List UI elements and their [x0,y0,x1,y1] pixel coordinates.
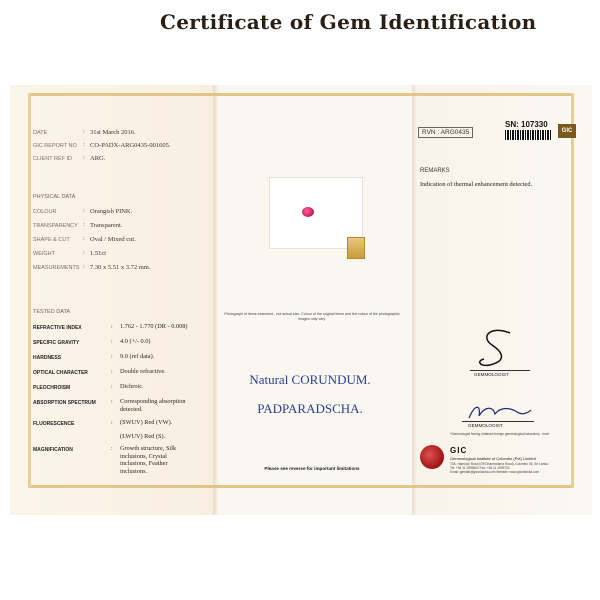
training-note: *Gemmologist having obtained foreign gemmological laboratory - level [450,432,550,436]
colon: : [83,129,85,135]
tested-value-fluorescence-lw: (LWUV) Red (S). [120,433,166,440]
reverse-note: Please see reverse for important limitations [264,466,360,471]
physical-value-weight: 1.51ct [90,250,107,257]
result-species: Natural CORUNDUM. [249,372,371,387]
tested-label-sg: SPECIFIC GRAVITY [33,340,80,346]
colon: : [111,399,113,405]
gem-photo [302,207,314,217]
colon: : [111,369,113,375]
physical-label-measurements: MEASUREMENTS [33,265,80,271]
gold-border-bottom [28,485,574,488]
detail-label-report: GIC REPORT NO [33,143,77,149]
colon: : [83,264,85,270]
detail-value-client: ARG. [90,155,106,162]
colon: : [83,236,85,242]
colon: : [111,420,113,426]
fold-line-right [412,85,418,515]
signature-line-1 [470,370,530,371]
tested-value-ri: 1.762 - 1.770 (DR - 0.008) [120,323,188,330]
colon: : [83,222,85,228]
colon: : [83,250,85,256]
tested-value-pleochroism: Dichroic. [120,383,144,390]
physical-data-heading: PHYSICAL DATA [33,194,76,200]
serial-number: SN: 107330 [505,120,548,129]
colon: : [111,384,113,390]
remarks-heading: REMARKS [420,168,450,174]
tested-label-ri: REFRACTIVE INDEX [33,325,82,331]
detail-label-client: CLIENT REF ID [33,156,73,162]
tested-label-fluorescence: FLUORESCENCE [33,421,75,427]
address-line-3: Email: gemlab@gicsrilanka.com Website: www.gicsrilanka.com [450,470,540,475]
fold-line-left [213,85,219,515]
colon: : [111,339,113,345]
rvn-box: RVN : ARG0435 [418,127,473,138]
physical-value-shape: Oval / Mixed cut. [90,236,136,243]
colon: : [111,446,113,452]
gic-logo: GIC [558,124,576,138]
address-line-2: Tel: +94 11 2599662 Fax: +94 11 2599732 [450,466,510,471]
tested-value-hardness: 9.0 (ref data). [120,353,155,360]
colon: : [111,324,113,330]
tested-data-heading: TESTED DATA [33,309,71,315]
gemmologist-label-2: GEMMOLOGIST [468,423,503,428]
tested-value-magnification: Growth structure, Silk inclusions, Crystal inclusions, Feather inclusions. [120,445,177,475]
photo-caption: Photograph of items examined - not actual size. Colour of the original items and the colour of the photographic images may vary. [224,312,400,321]
gold-border-left [28,93,31,488]
middle-panel [215,85,415,515]
tested-value-absorption: Corresponding absorption detected. [120,398,186,413]
tested-label-optical: OPTICAL CHARACTER [33,370,88,376]
gic-name: GIC [450,446,468,455]
gold-border-top [28,93,574,96]
address-line-1: 70A, Hamlock Road (Off Dharmarama Road), Colombo 06, Sri Lanka [450,462,548,466]
detail-value-date: 31st March 2016. [90,129,136,136]
colon: : [111,354,113,360]
tested-label-absorption: ABSORPTION SPECTRUM [33,400,96,406]
colon: : [83,142,85,148]
tested-label-pleochroism: PLEOCHROISM [33,385,71,391]
detail-value-report: CO-PADX-ARG0435-001605. [90,142,171,149]
colon: : [83,208,85,214]
physical-value-measurements: 7.30 x 5.51 x 3.72 mm. [90,264,151,271]
tested-value-fluorescence-sw: (SWUV) Red (VW). [120,419,173,426]
physical-label-colour: COLOUR [33,209,57,215]
barcode [505,130,551,140]
remarks-text: Indication of thermal enhancement detected. [420,181,533,188]
physical-label-transparency: TRANSPARENCY [33,223,78,229]
scale-reference [347,237,365,259]
tested-label-hardness: HARDNESS [33,355,62,361]
certificate-title: Certificate of Gem Identification [160,10,537,34]
colon: : [83,155,85,161]
physical-label-shape: SHAPE & CUT [33,237,70,243]
gemmologist-label-1: GEMMOLOGIST [474,372,509,377]
tested-label-magnification: MAGNIFICATION [33,447,73,453]
physical-value-colour: Orangish PINK. [90,208,133,215]
wax-seal [420,445,444,469]
tested-value-optical: Double refractive. [120,368,166,375]
signature-1 [470,325,530,370]
signature-line-2 [462,421,534,422]
physical-value-transparency: Transparent. [90,222,123,229]
result-variety: PADPARADSCHA. [257,401,363,416]
address [450,462,548,475]
certificate-sheet [10,85,592,515]
gic-full-name: Gemmological Institute of Colombo (Pvt) Limited [450,456,536,461]
physical-label-weight: WEIGHT [33,251,55,257]
gold-border-right [571,93,574,488]
tested-value-sg: 4.0 (+/- 0.0) [120,338,151,345]
detail-label-date: DATE [33,130,48,136]
